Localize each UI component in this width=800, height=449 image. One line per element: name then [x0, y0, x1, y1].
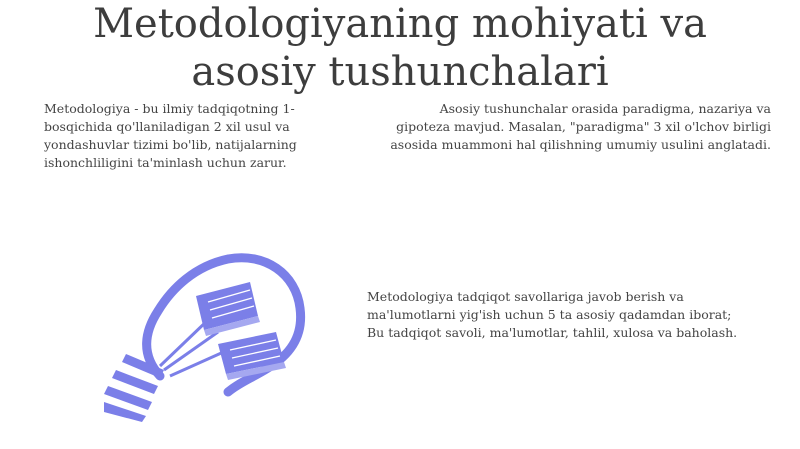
paragraph-concepts: Asosiy tushunchalar orasida paradigma, nazariya va gipoteza mavjud. Masalan, "paradigma" 3 xil o'lchov birligi asosida muammoni hal qilishning umumiy usulini anglatadi.	[390, 101, 771, 152]
paragraph-steps: Metodologiya tadqiqot savollariga javob berish va ma'lumotlarni yig'ish uchun 5 ta asosiy qadamdan iborat; Bu tadqiqot savoli, ma'lumotlar, tahlil, xulosa va baholash.	[367, 289, 738, 340]
slide-title-line-2: asosiy tushunchalari	[191, 49, 609, 95]
paragraph-definition: Metodologiya - bu ilmiy tadqiqotning 1-bosqichida qo'llaniladigan 2 xil usul va yondashuvlar tizimi bo'lib, natijalarning ishonchliligini ta'minlash uchun zarur.	[44, 101, 297, 170]
lightbulb-book-icon	[100, 226, 310, 426]
slide-title	[0, 0, 800, 96]
slide-title-line-1: Metodologiyaning mohiyati va	[93, 1, 707, 47]
